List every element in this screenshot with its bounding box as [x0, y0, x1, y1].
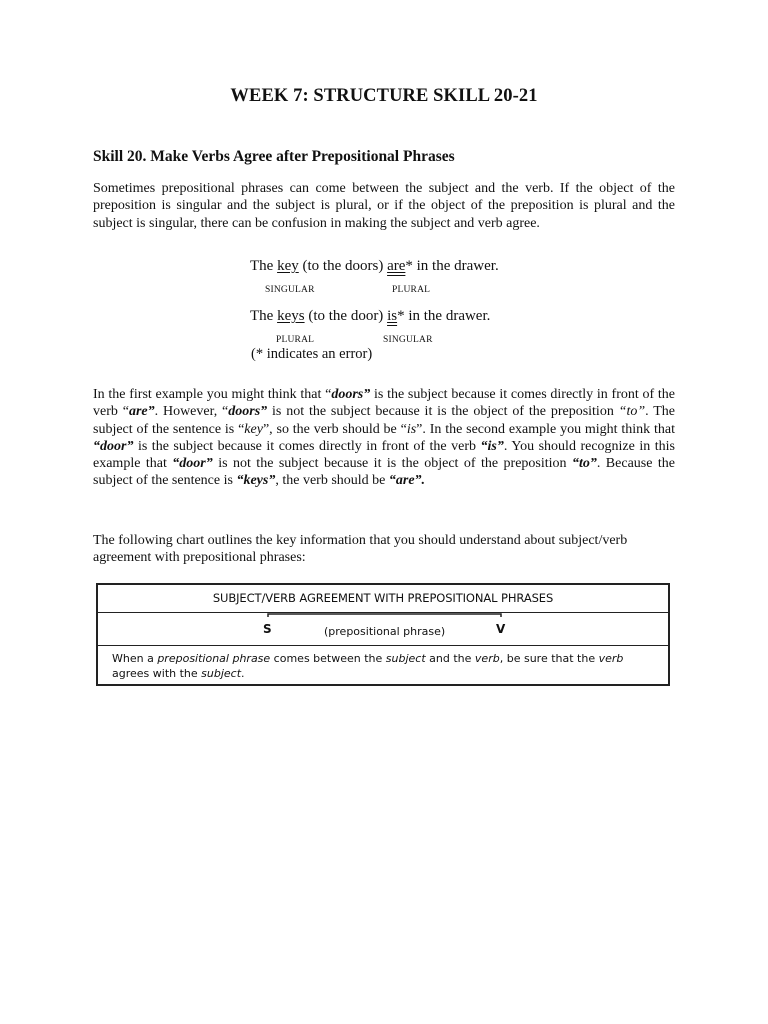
- example-2-verb: is: [387, 308, 398, 324]
- expl-text: is the subject because it comes directly in front of the verb “: [93, 387, 675, 420]
- expl-text: . You should recognize in this example that: [93, 438, 675, 472]
- example-1-verb: are: [387, 258, 406, 274]
- chart-rule-term: subject: [201, 667, 242, 680]
- chart-intro-paragraph: The following chart outlines the key information that you should understand about subject/verb agreement with prepositional phrases:: [93, 533, 628, 566]
- intro-paragraph: Sometimes prepositional phrases can come between the subject and the verb. If the object of the preposition is singular and the subject is plural, or if the object of the preposition is plural and the subject is singular, there can be confusion in making the subject and verb agree.: [93, 181, 675, 231]
- chart-rule-term: verb: [598, 652, 624, 665]
- example-2-subject-label: PLURAL: [276, 335, 315, 345]
- example-2-post: * in the drawer.: [397, 308, 491, 324]
- expl-text: . The subject of the sentence is “: [93, 404, 675, 437]
- chart-rule-term: prepositional phrase: [157, 652, 271, 665]
- expl-text: In the first example you might think that “: [93, 387, 332, 402]
- expl-text: is not the subject because it is the object of the preposition: [212, 456, 572, 472]
- expl-text: is the subject because it comes directly in front of the verb: [133, 438, 481, 454]
- chart-rule-segment: , be sure that the: [499, 652, 599, 665]
- expl-emph: “door”: [93, 438, 134, 454]
- expl-text: . Because the subject of the sentence is: [93, 456, 675, 489]
- example-2-pre: The: [250, 308, 278, 324]
- page-title: WEEK 7: STRUCTURE SKILL 20-21: [230, 86, 538, 106]
- expl-italic: “to”: [618, 404, 646, 420]
- chart-subject-symbol: S: [263, 622, 272, 636]
- expl-text: is not the subject because it is the object of the preposition: [267, 404, 619, 420]
- chart-rule-text: [112, 651, 657, 681]
- skill-heading: Skill 20. Make Verbs Agree after Prepositional Phrases: [93, 148, 455, 165]
- chart-verb-symbol: V: [496, 622, 506, 636]
- chart-header: SUBJECT/VERB AGREEMENT WITH PREPOSITIONAL PHRASES: [98, 585, 668, 613]
- summary-chart: [96, 583, 670, 686]
- example-1-pre: The: [250, 258, 278, 274]
- example-1-subject: key: [277, 258, 299, 274]
- example-1-subject-label: SINGULAR: [265, 285, 315, 295]
- expl-text: ”. In the second example you might think that: [416, 421, 675, 437]
- expl-emph: “is”: [480, 438, 504, 454]
- expl-italic: key: [244, 421, 263, 437]
- chart-diagram: [98, 613, 668, 646]
- expl-text: , the verb should be: [275, 473, 389, 489]
- expl-emph: “are”.: [388, 473, 426, 489]
- explanation-paragraph: [93, 386, 675, 490]
- chart-rule-segment: agrees with the: [112, 667, 202, 680]
- chart-rule-segment: When a: [112, 652, 158, 665]
- chart-rule-term: verb: [474, 652, 500, 665]
- expl-text: . However, “: [154, 404, 229, 420]
- expl-emph: “keys”: [236, 473, 276, 489]
- example-1-mid: (to the doors): [298, 258, 388, 274]
- example-2-subject: keys: [277, 308, 305, 324]
- example-2-verb-label: SINGULAR: [383, 335, 433, 345]
- expl-emph: “door”: [172, 456, 213, 472]
- expl-emph: are”: [128, 404, 155, 420]
- example-1-verb-label: PLURAL: [392, 285, 431, 295]
- expl-text: ”, so the verb should be “: [262, 421, 407, 437]
- chart-rule-segment: .: [241, 667, 245, 680]
- chart-phrase: (prepositional phrase): [324, 625, 446, 638]
- chart-rule-term: subject: [385, 652, 426, 665]
- expl-emph: doors”: [331, 387, 371, 402]
- expl-emph: doors”: [228, 404, 268, 420]
- example-2-mid: (to the door): [304, 308, 388, 324]
- expl-italic: is: [406, 421, 417, 437]
- chart-rule-segment: and the: [425, 652, 475, 665]
- chart-rule-segment: comes between the: [270, 652, 386, 665]
- example-sentence-2: [250, 308, 490, 325]
- example-sentence-1: [250, 258, 499, 275]
- error-note: (* indicates an error): [251, 346, 373, 362]
- example-1-post: * in the drawer.: [405, 258, 499, 274]
- expl-emph: “to”: [571, 456, 597, 472]
